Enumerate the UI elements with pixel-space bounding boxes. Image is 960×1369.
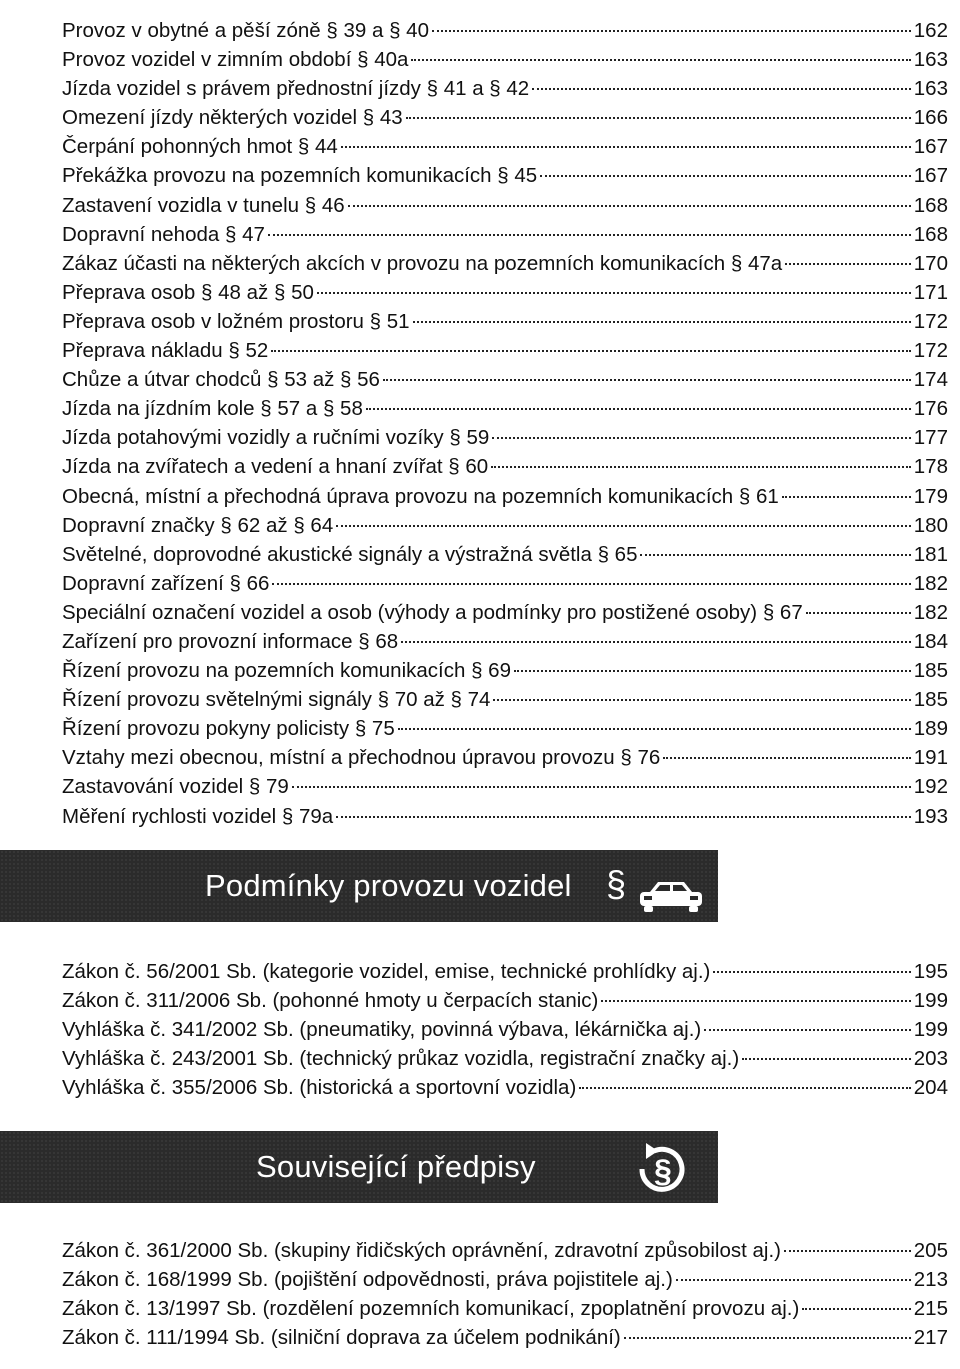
toc-entry <box>62 714 948 743</box>
toc-entry <box>62 220 948 249</box>
toc-entry-title: Čerpání pohonných hmot § 44 <box>62 135 338 159</box>
section-banner-related <box>0 1131 718 1203</box>
toc-entry <box>62 16 948 45</box>
dot-leader <box>341 146 911 148</box>
toc-entry-title: Dopravní zařízení § 66 <box>62 571 270 595</box>
dot-leader <box>514 670 911 672</box>
toc-related-list <box>62 1236 948 1352</box>
dot-leader <box>676 1279 911 1281</box>
toc-entry <box>62 772 948 801</box>
toc-entry-page: 179 <box>913 484 948 508</box>
toc-entry-page: 204 <box>913 1076 948 1100</box>
dot-leader <box>292 786 911 788</box>
dot-leader <box>802 1308 911 1310</box>
toc-entry-title: Jízda potahovými vozidly a ručními vozíky § 59 <box>62 426 490 450</box>
toc-entry <box>62 540 948 569</box>
toc-entry <box>62 191 948 220</box>
toc-entry-title: Zařízení pro provozní informace § 68 <box>62 629 399 653</box>
toc-entry-page: 171 <box>913 280 948 304</box>
dot-leader <box>784 1250 911 1252</box>
toc-entry <box>62 802 948 831</box>
toc-entry <box>62 598 948 627</box>
dot-leader <box>663 757 910 759</box>
toc-entry <box>62 482 948 511</box>
toc-entry-title: Zastavování vozidel § 79 <box>62 775 289 799</box>
dot-leader <box>782 496 911 498</box>
toc-entry-page: 167 <box>913 135 948 159</box>
toc-entry-title: Jízda na jízdním kole § 57 a § 58 <box>62 397 363 421</box>
toc-entry <box>62 336 948 365</box>
toc-entry <box>62 743 948 772</box>
toc-entry <box>62 569 948 598</box>
toc-entry-page: 185 <box>913 688 948 712</box>
toc-entry-page: 215 <box>913 1297 948 1321</box>
dot-leader <box>540 175 911 177</box>
dot-leader <box>624 1337 911 1339</box>
toc-entry-title: Řízení provozu na pozemních komunikacích § 69 <box>62 659 511 683</box>
toc-entry-page: 181 <box>913 542 948 566</box>
dot-leader <box>348 205 911 207</box>
dot-leader <box>640 554 910 556</box>
toc-entry-title: Vyhláška č. 341/2002 Sb. (pneumatiky, povinná výbava, lékárnička aj.) <box>62 1018 702 1042</box>
dot-leader <box>601 1000 910 1002</box>
toc-entry-page: 163 <box>913 77 948 101</box>
toc-entry-title: Jízda vozidel s právem přednostní jízdy § 41 a § 42 <box>62 77 530 101</box>
toc-entry <box>62 511 948 540</box>
toc-entry-page: 203 <box>913 1047 948 1071</box>
dot-leader <box>713 971 910 973</box>
toc-entry-title: Zastavení vozidla v tunelu § 46 <box>62 193 345 217</box>
toc-entry-page: 185 <box>913 659 948 683</box>
dot-leader <box>336 816 911 818</box>
toc-entry <box>62 423 948 452</box>
toc-entry-page: 180 <box>913 513 948 537</box>
toc-entry-title: Provoz vozidel v zimním období § 40a <box>62 48 409 72</box>
toc-main-list <box>62 16 948 831</box>
toc-entry <box>62 74 948 103</box>
dot-leader <box>383 379 911 381</box>
dot-leader <box>413 321 911 323</box>
paragraph-car-icon <box>600 860 710 916</box>
toc-entry <box>62 986 948 1015</box>
toc-entry-title: Přeprava nákladu § 52 <box>62 339 269 363</box>
toc-entry-title: Zákon č. 111/1994 Sb. (silniční doprava za účelem podnikání) <box>62 1326 621 1350</box>
toc-entry-title: Překážka provozu na pozemních komunikacích § 45 <box>62 164 538 188</box>
toc-entry-page: 168 <box>913 222 948 246</box>
toc-entry-title: Přeprava osob § 48 až § 50 <box>62 280 314 304</box>
toc-entry-title: Zákon č. 13/1997 Sb. (rozdělení pozemních komunikací, zpoplatnění provozu aj.) <box>62 1297 800 1321</box>
dot-leader <box>268 234 911 236</box>
toc-entry <box>62 656 948 685</box>
toc-entry <box>62 1236 948 1265</box>
banner-title: Související předpisy <box>256 1149 536 1184</box>
toc-entry-page: 189 <box>913 717 948 741</box>
toc-entry <box>62 132 948 161</box>
toc-entry-title: Provoz v obytné a pěší zóně § 39 a § 40 <box>62 19 429 42</box>
toc-entry-page: 172 <box>913 339 948 363</box>
dot-leader <box>579 1087 910 1089</box>
toc-entry <box>62 365 948 394</box>
toc-entry <box>62 394 948 423</box>
toc-entry-page: 163 <box>913 48 948 72</box>
toc-entry-page: 166 <box>913 106 948 130</box>
toc-entry-page: 192 <box>913 775 948 799</box>
toc-entry <box>62 1044 948 1073</box>
toc-entry <box>62 452 948 481</box>
toc-entry <box>62 278 948 307</box>
dot-leader <box>398 728 911 730</box>
toc-entry-page: 178 <box>913 455 948 479</box>
toc-entry-title: Jízda na zvířatech a vedení a hnaní zvířat § 60 <box>62 455 489 479</box>
toc-entry-page: 182 <box>913 571 948 595</box>
toc-vehicles-list <box>62 957 948 1102</box>
toc-entry-title: Dopravní značky § 62 až § 64 <box>62 513 334 537</box>
toc-entry-title: Přeprava osob v ložném prostoru § 51 <box>62 309 410 333</box>
toc-entry <box>62 307 948 336</box>
toc-entry-page: 199 <box>913 1018 948 1042</box>
toc-entry-title: Zákaz účasti na některých akcích v provozu na pozemních komunikacích § 47a <box>62 251 783 275</box>
toc-entry-title: Řízení provozu světelnými signály § 70 až § 74 <box>62 688 491 712</box>
toc-entry-page: 162 <box>913 19 948 42</box>
toc-entry-page: 170 <box>913 251 948 275</box>
toc-entry-page: 167 <box>913 164 948 188</box>
toc-entry-title: Vztahy mezi obecnou, místní a přechodnou úpravou provozu § 76 <box>62 746 661 770</box>
toc-entry-title: Zákon č. 311/2006 Sb. (pohonné hmoty u čerpacích stanic) <box>62 989 599 1013</box>
toc-entry-title: Chůze a útvar chodců § 53 až § 56 <box>62 368 380 392</box>
dot-leader <box>366 408 911 410</box>
toc-entry-page: 174 <box>913 368 948 392</box>
toc-entry <box>62 1294 948 1323</box>
dot-leader <box>532 88 911 90</box>
toc-entry-page: 184 <box>913 629 948 653</box>
svg-text:§: § <box>654 1153 672 1189</box>
toc-entry-page: 191 <box>913 746 948 770</box>
toc-entry-page: 199 <box>913 989 948 1013</box>
dot-leader <box>317 292 911 294</box>
toc-entry-page: 177 <box>913 426 948 450</box>
toc-entry <box>62 1073 948 1102</box>
toc-entry-page: 176 <box>913 397 948 421</box>
dot-leader <box>491 466 911 468</box>
toc-entry-title: Zákon č. 56/2001 Sb. (kategorie vozidel, emise, technické prohlídky aj.) <box>62 960 711 983</box>
toc-entry <box>62 1265 948 1294</box>
toc-entry-page: 205 <box>913 1239 948 1262</box>
toc-entry-page: 182 <box>913 600 948 624</box>
toc-entry-title: Vyhláška č. 355/2006 Sb. (historická a sportovní vozidla) <box>62 1076 577 1100</box>
toc-entry <box>62 45 948 74</box>
toc-entry-title: Dopravní nehoda § 47 <box>62 222 265 246</box>
toc-entry-title: Měření rychlosti vozidel § 79a <box>62 804 334 828</box>
dot-leader <box>272 583 910 585</box>
toc-entry-title: Vyhláška č. 243/2001 Sb. (technický průkaz vozidla, registrační značky aj.) <box>62 1047 740 1071</box>
dot-leader <box>492 437 911 439</box>
toc-entry <box>62 1323 948 1352</box>
toc-entry <box>62 627 948 656</box>
toc-entry-title: Speciální označení vozidel a osob (výhody a podmínky pro postižené osoby) § 67 <box>62 600 803 624</box>
toc-entry-page: 168 <box>913 193 948 217</box>
toc-entry-page: 193 <box>913 804 948 828</box>
toc-entry-title: Zákon č. 361/2000 Sb. (skupiny řidičských oprávnění, zdravotní způsobilost aj.) <box>62 1239 782 1262</box>
toc-entry-title: Omezení jízdy některých vozidel § 43 <box>62 106 403 130</box>
toc-entry-page: 217 <box>913 1326 948 1350</box>
svg-text:§: § <box>606 863 627 904</box>
paragraph-cycle-icon <box>632 1141 702 1197</box>
dot-leader <box>742 1058 911 1060</box>
section-banner-vehicles <box>0 850 718 922</box>
dot-leader <box>336 525 911 527</box>
toc-entry-title: Zákon č. 168/1999 Sb. (pojištění odpovědnosti, práva pojistitele aj.) <box>62 1268 673 1292</box>
dot-leader <box>406 117 911 119</box>
toc-entry-page: 213 <box>913 1268 948 1292</box>
dot-leader <box>432 30 911 32</box>
toc-entry <box>62 161 948 190</box>
dot-leader <box>493 699 910 701</box>
toc-entry <box>62 103 948 132</box>
toc-entry-title: Řízení provozu pokyny policisty § 75 <box>62 717 395 741</box>
dot-leader <box>785 263 911 265</box>
toc-entry <box>62 957 948 986</box>
dot-leader <box>806 612 911 614</box>
toc-entry-title: Obecná, místní a přechodná úprava provozu na pozemních komunikacích § 61 <box>62 484 779 508</box>
toc-entry <box>62 249 948 278</box>
dot-leader <box>401 641 911 643</box>
dot-leader <box>704 1029 911 1031</box>
toc-entry-page: 195 <box>913 960 948 983</box>
toc-entry <box>62 1015 948 1044</box>
toc-entry <box>62 685 948 714</box>
dot-leader <box>411 59 910 61</box>
toc-entry-page: 172 <box>913 309 948 333</box>
toc-entry-title: Světelné, doprovodné akustické signály a výstražná světla § 65 <box>62 542 638 566</box>
banner-title: Podmínky provozu vozidel <box>205 868 572 903</box>
dot-leader <box>271 350 911 352</box>
